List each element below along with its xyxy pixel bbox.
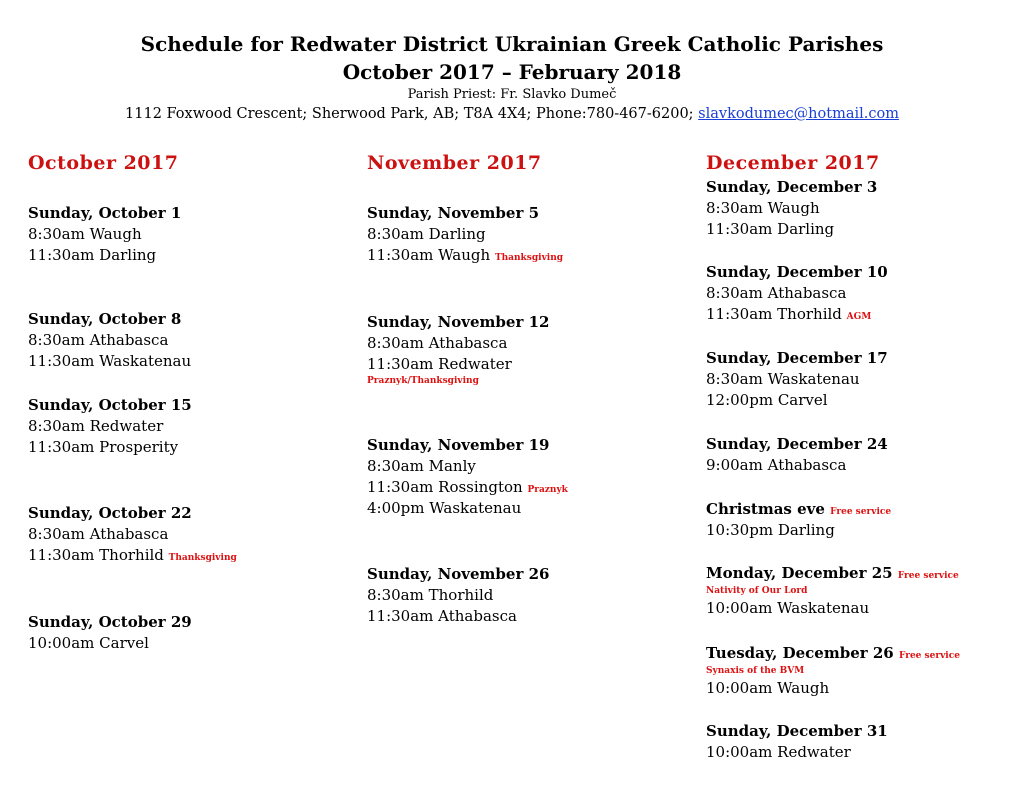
service-time: 8:30am Redwater xyxy=(28,417,164,435)
day-heading: Sunday, October 22 xyxy=(28,504,192,522)
day-heading: Sunday, November 26 xyxy=(367,565,550,583)
service-time: 10:00am Carvel xyxy=(28,634,149,652)
service-time: 8:30am Waugh xyxy=(706,199,820,217)
service-time: 8:30am Waskatenau xyxy=(706,370,860,388)
service-note: Thanksgiving xyxy=(168,553,237,563)
service-time xyxy=(367,245,563,268)
service-time: 11:30am Darling xyxy=(28,246,157,264)
service-time: 11:30am Prosperity xyxy=(28,438,179,456)
service-time: 11:30am Athabasca xyxy=(367,607,517,625)
service-time: 12:00pm Carvel xyxy=(706,391,828,409)
month-heading-december: December 2017 xyxy=(706,152,880,174)
schedule-date-range: October 2017 – February 2018 xyxy=(342,60,682,84)
service-text: 11:30am Thorhild xyxy=(28,546,164,564)
month-heading-october: October 2017 xyxy=(28,152,179,174)
day-heading: Sunday, October 1 xyxy=(28,204,182,222)
email-link[interactable]: slavkodumec@hotmail.com xyxy=(698,106,899,122)
service-note: Free service xyxy=(897,571,959,581)
day-heading xyxy=(706,563,959,586)
parish-priest: Parish Priest: Fr. Slavko Dumeč xyxy=(407,87,617,102)
service-time: 8:30am Athabasca xyxy=(28,331,169,349)
day-heading: Sunday, November 19 xyxy=(367,436,550,454)
service-note: Free service xyxy=(830,507,892,517)
day-heading: Sunday, December 31 xyxy=(706,722,888,740)
service-time: 8:30am Darling xyxy=(367,225,486,243)
month-heading-november: November 2017 xyxy=(367,152,542,174)
service-note: Free service xyxy=(898,651,960,661)
day-heading: Sunday, December 3 xyxy=(706,178,878,196)
service-text: 11:30am Thorhild xyxy=(706,305,842,323)
service-note: AGM xyxy=(846,312,872,322)
service-note: Praznyk xyxy=(527,485,568,495)
service-text: 11:30am Rossington xyxy=(367,478,523,496)
service-time: 8:30am Athabasca xyxy=(706,284,847,302)
address-phone: 1112 Foxwood Crescent; Sherwood Park, AB; T8A 4X4; Phone:780-467-6200; xyxy=(125,106,699,122)
contact-line xyxy=(0,104,1024,124)
service-time: 10:00am Redwater xyxy=(706,743,851,761)
day-heading: Sunday, October 15 xyxy=(28,396,192,414)
service-time xyxy=(28,545,237,568)
service-text: 11:30am Waugh xyxy=(367,246,491,264)
day-heading xyxy=(706,643,960,666)
day-heading-text: Christmas eve xyxy=(706,500,825,518)
document-header xyxy=(0,30,1024,124)
service-time: 10:30pm Darling xyxy=(706,521,835,539)
day-heading: Sunday, November 5 xyxy=(367,204,540,222)
day-heading: Sunday, December 24 xyxy=(706,435,888,453)
service-note: Thanksgiving xyxy=(494,253,564,263)
day-heading xyxy=(706,499,891,522)
service-time: 8:30am Athabasca xyxy=(367,334,508,352)
feast-name: Nativity of Our Lord xyxy=(706,586,808,596)
day-heading: Sunday, December 10 xyxy=(706,263,888,281)
service-time: 11:30am Waskatenau xyxy=(28,352,192,370)
service-time: 4:00pm Waskatenau xyxy=(367,499,522,517)
service-time: 11:30am Redwater xyxy=(367,355,512,373)
service-note: Praznyk/Thanksgiving xyxy=(367,376,479,386)
day-heading-text: Tuesday, December 26 xyxy=(706,644,894,662)
day-heading: Sunday, October 29 xyxy=(28,613,192,631)
service-time: 8:30am Waugh xyxy=(28,225,142,243)
service-time: 8:30am Thorhild xyxy=(367,586,494,604)
service-time: 8:30am Manly xyxy=(367,457,476,475)
service-time xyxy=(706,304,871,327)
day-heading: Sunday, November 12 xyxy=(367,313,550,331)
day-heading-text: Monday, December 25 xyxy=(706,564,893,582)
service-time: 8:30am Athabasca xyxy=(28,525,169,543)
feast-name: Synaxis of the BVM xyxy=(706,666,805,676)
service-time: 10:00am Waugh xyxy=(706,679,830,697)
day-heading: Sunday, December 17 xyxy=(706,349,888,367)
schedule-title: Schedule for Redwater District Ukrainian Greek Catholic Parishes xyxy=(140,32,884,56)
service-time: 10:00am Waskatenau xyxy=(706,599,870,617)
service-time: 9:00am Athabasca xyxy=(706,456,847,474)
service-time xyxy=(367,477,568,500)
day-heading: Sunday, October 8 xyxy=(28,310,182,328)
service-time: 11:30am Darling xyxy=(706,220,835,238)
